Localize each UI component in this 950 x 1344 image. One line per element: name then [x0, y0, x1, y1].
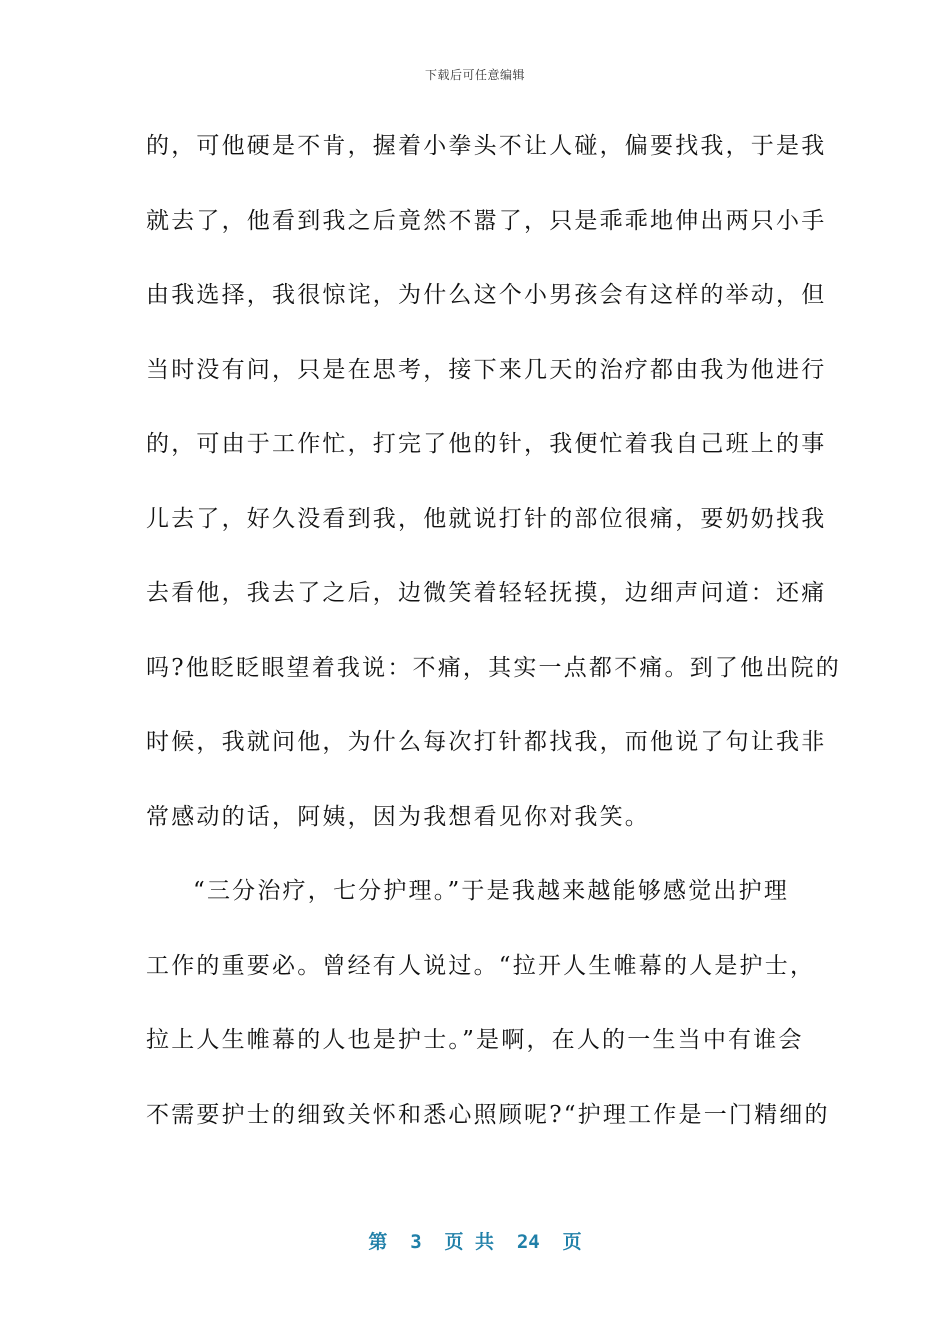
page-header: 下载后可任意编辑 — [424, 68, 525, 82]
text-line: 儿去了，好久没看到我，他就说打针的部位很痛，要奶奶找我 — [146, 505, 827, 532]
text-line: 不需要护士的细致关怀和悉心照顾呢?“护理工作是一门精细的 — [146, 1101, 830, 1128]
text-line: 当时没有问，只是在思考，接下来几天的治疗都由我为他进行 — [146, 356, 827, 383]
page-number-footer: 第 3 页 共 24 页 — [368, 1231, 582, 1253]
text-line: 的，可他硬是不肯，握着小拳头不让人碰，偏要找我，于是我 — [146, 133, 827, 159]
text-line: 由我选择，我很惊诧，为什么这个小男孩会有这样的举动，但 — [146, 282, 827, 308]
text-line: 的，可由于工作忙，打完了他的针，我便忙着我自己班上的事 — [146, 431, 827, 457]
text-line: 时候，我就问他，为什么每次打针都找我，而他说了句让我非 — [146, 729, 827, 755]
document-body — [146, 128, 841, 1171]
text-line: 常感动的话，阿姨，因为我想看见你对我笑。 — [146, 803, 650, 830]
paragraph-start-line: “三分治疗，七分护理。”于是我越来越能够感觉出护理 — [193, 878, 790, 904]
text-line: 工作的重要必。曾经有人说过。“拉开人生帷幕的人是护士， — [146, 952, 816, 979]
text-line: 去看他，我去了之后，边微笑着轻轻抚摸，边细声问道：还痛 — [146, 580, 827, 606]
text-line: 拉上人生帷幕的人也是护士。”是啊，在人的一生当中有谁会 — [146, 1027, 804, 1053]
text-line: 吗?他眨眨眼望着我说：不痛，其实一点都不痛。到了他出院的 — [146, 654, 841, 681]
text-line: 就去了，他看到我之后竟然不嚣了，只是乖乖地伸出两只小手 — [146, 207, 827, 234]
